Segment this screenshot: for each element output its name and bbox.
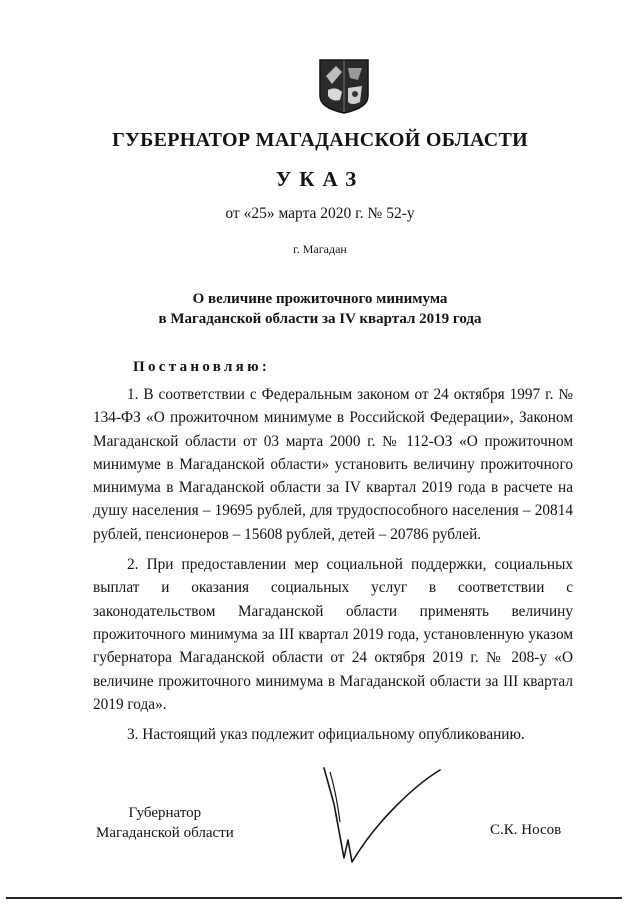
handwritten-signature-icon bbox=[300, 762, 460, 872]
document-subject bbox=[0, 289, 640, 329]
document-date-number: от «25» марта 2020 г. № 52-у bbox=[225, 205, 415, 222]
subject-line-1: О величине прожиточного минимума bbox=[192, 291, 448, 307]
coat-of-arms-icon bbox=[318, 58, 370, 114]
document-body bbox=[93, 383, 573, 753]
document-city: г. Магадан bbox=[293, 242, 347, 256]
subject-line-2: в Магаданской области за IV квартал 2019 года bbox=[158, 311, 482, 327]
signatory-position bbox=[96, 803, 234, 843]
page-title: ГУБЕРНАТОР МАГАДАНСКОЙ ОБЛАСТИ bbox=[112, 129, 528, 151]
bottom-rule bbox=[6, 897, 622, 899]
document-type: УКАЗ bbox=[275, 167, 365, 191]
position-line-1: Губернатор bbox=[128, 805, 202, 821]
paragraph-1: 1. В соответствии с Федеральным законом от 24 октября 1997 г. № 134-ФЗ «О прожиточном минимуме в Российской Федерации», Законом Магаданской области от 03 марта 2000 г. № 112-ОЗ «О прожиточном минимуме в Магаданской области» установить величину прожиточного минимума в Магаданской области за IV квартал 2019 года в расчете на душу населения – 19695 рублей, для трудоспособного населения – 20814 рублей, пенсионеров – 15608 рублей, детей – 20786 рублей. bbox=[93, 386, 573, 543]
decree-word: Постановляю: bbox=[133, 359, 271, 375]
paragraph-3: 3. Настоящий указ подлежит официальному опубликованию. bbox=[127, 726, 525, 744]
signatory-name: С.К. Носов bbox=[490, 822, 562, 838]
position-line-2: Магаданской области bbox=[96, 825, 234, 841]
paragraph-2: 2. При предоставлении мер социальной поддержки, социальных выплат и оказания социальных услуг в соответствии с законодательством Магаданской области применять величину прожиточного минимума за III квартал 2019 года, установленную указом губернатора Магаданской области от 24 октября 2019 г. № 208-у «О величине прожиточного минимума в Магаданской области за III квартал 2019 года». bbox=[93, 556, 573, 713]
